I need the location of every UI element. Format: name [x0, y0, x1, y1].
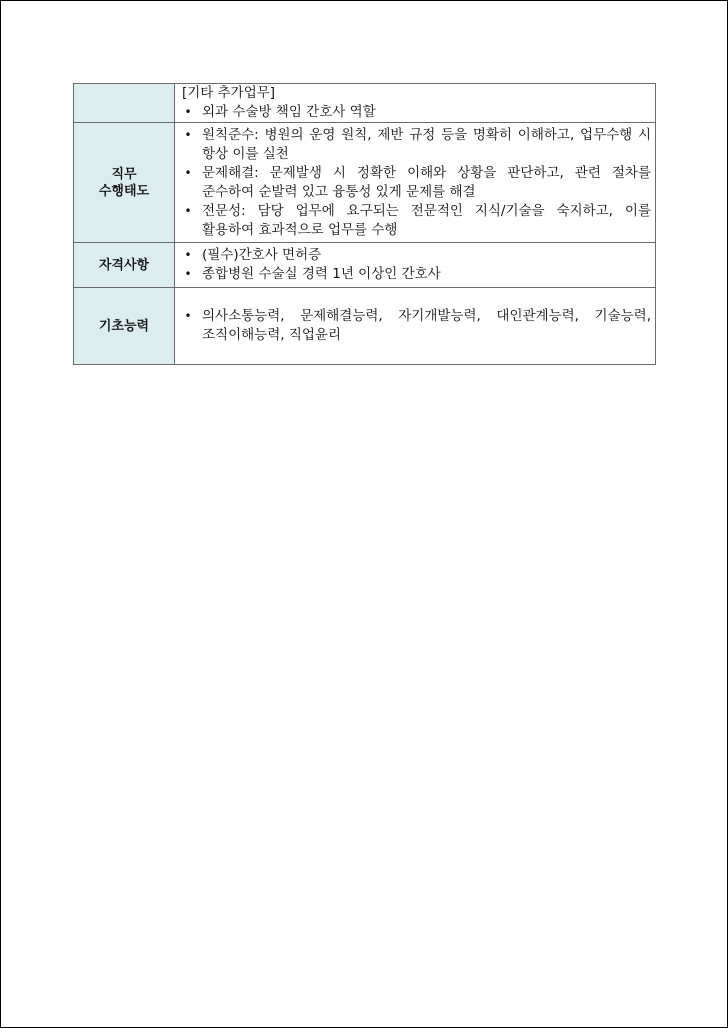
- row-label-job-attitude: [74, 123, 175, 243]
- table-row-basic-competencies: [74, 288, 656, 365]
- bullet-icon: •: [184, 203, 192, 218]
- list-item-text: 종합병원 수술실 경력 1년 이상인 간호사: [202, 266, 441, 282]
- bullet-icon: •: [184, 105, 192, 119]
- list-item: [181, 103, 651, 122]
- list-item: [181, 202, 651, 240]
- table-row-qualifications: [74, 243, 656, 288]
- row-label-basic-competencies: 기초능력: [74, 288, 175, 365]
- bullet-icon: •: [184, 248, 192, 262]
- basic-competencies-list: [181, 307, 651, 345]
- basic-competencies-content: [175, 288, 656, 365]
- job-attitude-list: [181, 126, 651, 240]
- table-row-extra-duties: [74, 84, 656, 123]
- extra-duties-heading: [기타 추가업무]: [182, 85, 276, 101]
- list-item: [181, 246, 651, 265]
- list-item-text: (필수)간호사 면허증: [202, 247, 322, 263]
- table-row-job-attitude: [74, 123, 656, 243]
- extra-duties-content: [175, 84, 656, 123]
- qualifications-content: [175, 243, 656, 288]
- list-item-text: 문제해결: 문제발생 시 정확한 이해와 상황을 판단하고, 관련 절차를 준수하여 순발력 있고 융통성 있게 문제를 해결: [202, 164, 651, 200]
- bullet-icon: •: [184, 309, 192, 323]
- job-attitude-content: [175, 123, 656, 243]
- bullet-icon: •: [184, 127, 192, 142]
- job-description-table: [73, 83, 656, 365]
- extra-duties-list: [181, 103, 651, 122]
- list-item: [181, 126, 651, 164]
- list-item-text: 외과 수술방 책임 간호사 역할: [202, 104, 376, 120]
- row-label-empty: [74, 84, 175, 123]
- row-label-line: 수행태도: [98, 183, 150, 199]
- list-item-text: 원칙준수: 병원의 운영 원칙, 제반 규정 등을 명확히 이해하고, 업무수행 시 항상 이를 실천: [202, 126, 651, 162]
- qualifications-list: [181, 246, 651, 284]
- list-item: [181, 265, 651, 284]
- row-label-qualifications: 자격사항: [74, 243, 175, 288]
- list-item-text: 의사소통능력, 문제해결능력, 자기개발능력, 대인관계능력, 기술능력, 조직이해능력, 직업윤리: [202, 308, 651, 343]
- list-item: [181, 307, 651, 345]
- list-item-text: 전문성: 담당 업무에 요구되는 전문적인 지식/기술을 숙지하고, 이를 활용하여 효과적으로 업무를 수행: [202, 202, 651, 238]
- row-label-line: 직무: [111, 166, 137, 182]
- list-item: [181, 164, 651, 202]
- bullet-icon: •: [184, 267, 192, 281]
- bullet-icon: •: [184, 165, 192, 180]
